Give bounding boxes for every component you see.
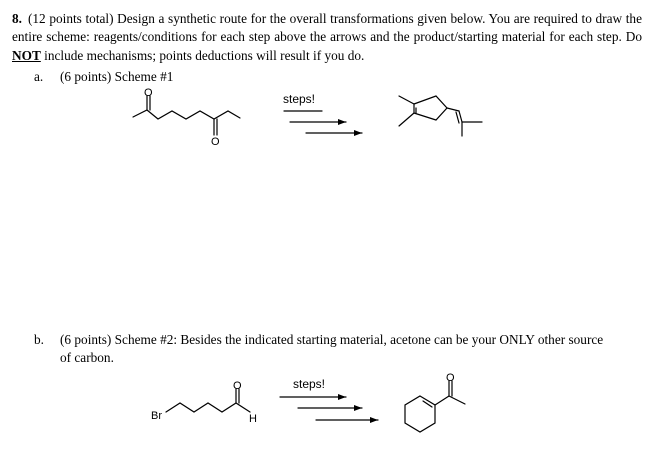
scheme2-hydrogen: H (249, 413, 257, 425)
scheme1-arrows (284, 111, 362, 133)
scheme1-arrow-label: steps! (283, 92, 316, 106)
part-a-text: (6 points) Scheme #1 (60, 69, 174, 84)
scheme1-oxygen-2: O (211, 136, 220, 148)
question-number: 8. (12, 11, 22, 26)
part-b-label: b. (34, 332, 44, 347)
scheme1-starting-material (133, 96, 240, 135)
scheme2-arrows (280, 397, 378, 420)
scheme1-oxygen-1: O (144, 87, 153, 99)
not-emphasis: NOT (12, 47, 41, 63)
question-body-end: include mechanisms; points deductions will result if you do. (40, 47, 365, 63)
scheme2-product (405, 381, 465, 432)
scheme2-oxygen-2: O (446, 372, 455, 384)
part-a-label: a. (34, 69, 44, 84)
part-b-text: (6 points) Scheme #2: Besides the indicated starting material, acetone can be your ONLY other source (60, 332, 604, 347)
scheme2-arrow-label: steps! (293, 377, 326, 391)
question-body: (12 points total) Design a synthetic route for the overall transformations given below. You are required to draw the entire scheme: reagents/conditions for each step above the arrows and the product/starting material for each step. Do (12, 11, 642, 45)
part-b-text-cont: of carbon. (60, 350, 114, 366)
scheme2-starting-material (166, 389, 250, 412)
scheme1-product (399, 96, 482, 136)
scheme2-oxygen-1: O (233, 380, 242, 392)
scheme2-bromine: Br (151, 410, 162, 422)
